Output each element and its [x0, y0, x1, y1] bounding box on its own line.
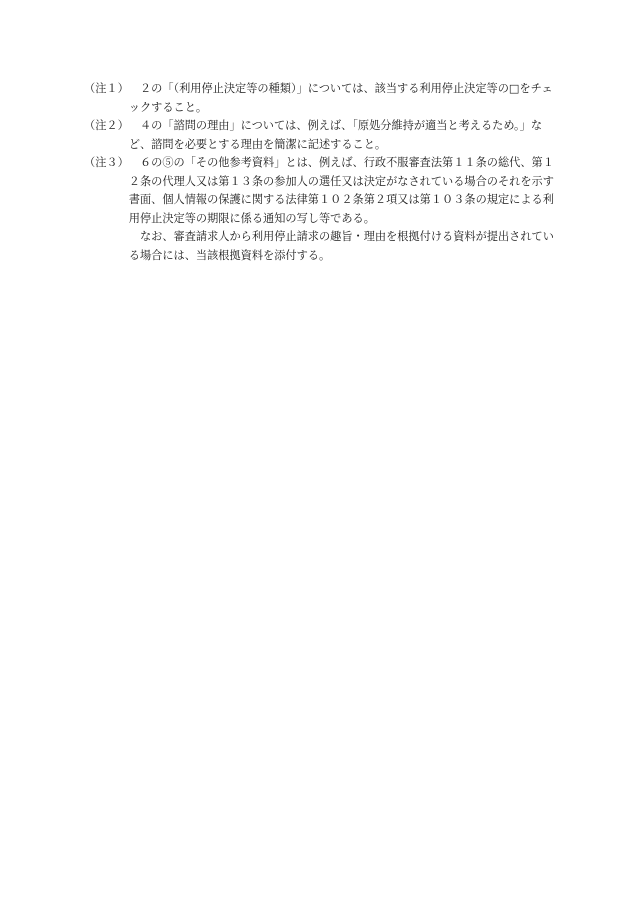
note-body	[129, 117, 554, 154]
note-paragraph: ６の⑤の「その他参考資料」とは、例えば、行政不服審査法第１１条の総代、第１２条の代理人又は第１３条の参加人の選任又は決定がなされている場合のそれを示す書面、個人情報の保護に関する法律第１０２条第２項又は第１０３条の規定による利用停止決定等の期限に係る通知の写し等である。	[128, 156, 554, 225]
note-1	[84, 80, 554, 117]
note-3	[84, 154, 554, 265]
note-body	[129, 80, 554, 117]
notes-section	[84, 80, 554, 265]
note-2	[84, 117, 554, 154]
note-paragraph: ２の「（利用停止決定等の種類）」については、該当する利用停止決定等の□をチェックすること。	[128, 82, 553, 114]
note-paragraph: ４の「諮問の理由」については、例えば、「原処分維持が適当と考えるため。」など、諮問を必要とする理由を簡潔に記述すること。	[128, 119, 543, 151]
note-label: （注２）	[84, 119, 129, 132]
note-body	[129, 154, 554, 265]
note-label: （注３）	[84, 156, 129, 169]
note-label: （注１）	[84, 82, 129, 95]
note-paragraph: なお、審査請求人から利用停止請求の趣旨・理由を根拠付ける資料が提出されている場合には、当該根拠資料を添付する。	[128, 230, 554, 262]
